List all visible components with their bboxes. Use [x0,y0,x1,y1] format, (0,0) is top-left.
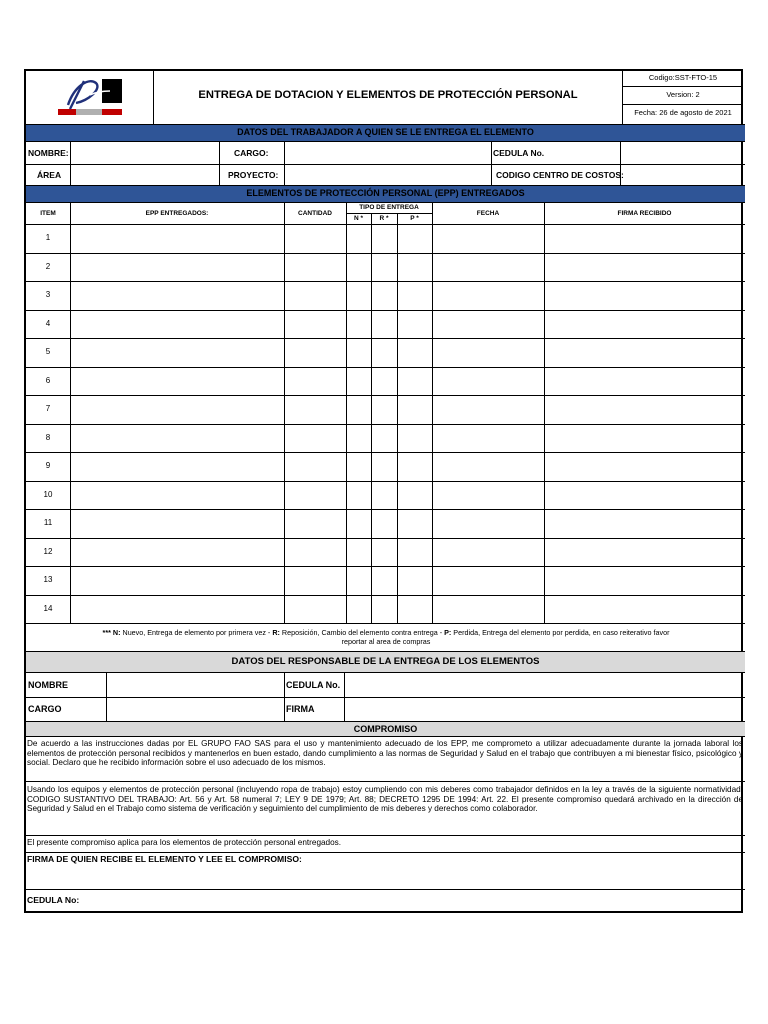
signature-field[interactable] [545,539,743,567]
quantity-field[interactable] [285,539,346,567]
type-n-field[interactable] [347,282,371,310]
document-version: Version: 2 [666,90,700,99]
epp-row [26,224,745,253]
type-p-field[interactable] [398,539,432,567]
worker-name-label: NOMBRE: [28,148,69,158]
date-field[interactable] [433,225,544,253]
form-title: ENTREGA DE DOTACION Y ELEMENTOS DE PROTECCIÓN PERSONAL [198,89,578,101]
type-p-field[interactable] [398,453,432,481]
col-date: FECHA [476,210,500,217]
epp-item-field[interactable] [71,425,284,453]
epp-row [26,338,745,367]
epp-item-field[interactable] [71,510,284,538]
signature-field[interactable] [545,567,743,595]
responsible-band: DATOS DEL RESPONSABLE DE LA ENTREGA DE LOS ELEMENTOS [26,652,745,672]
type-n-field[interactable] [347,368,371,396]
type-r-field[interactable] [372,425,397,453]
type-p-field[interactable] [398,596,432,624]
epp-item-field[interactable] [71,453,284,481]
responsible-signature-field[interactable] [345,698,743,721]
commitment-paragraph-3: El presente compromiso aplica para los elementos de protección personal entregados. [27,838,342,847]
type-p-field[interactable] [398,339,432,367]
signature-field[interactable] [545,254,743,282]
quantity-field[interactable] [285,311,346,339]
type-p-field[interactable] [398,282,432,310]
quantity-field[interactable] [285,339,346,367]
epp-row [26,395,745,424]
epp-row [26,509,745,538]
form-sheet [24,69,743,913]
col-epp: EPP ENTREGADOS: [145,210,209,217]
signature-field[interactable] [545,510,743,538]
epp-row-number: 6 [45,375,51,385]
responsible-id-label: CEDULA No. [286,680,341,690]
type-r-field[interactable] [372,596,397,624]
document-code: Codigo:SST-FTO-15 [648,73,718,82]
type-r-field[interactable] [372,282,397,310]
signature-field[interactable] [545,453,743,481]
date-field[interactable] [433,339,544,367]
quantity-field[interactable] [285,425,346,453]
type-p-field[interactable] [398,368,432,396]
document-date: Fecha: 26 de agosto de 2021 [634,108,732,117]
type-p-field[interactable] [398,396,432,424]
responsible-position-label: CARGO [28,704,62,714]
type-r-field[interactable] [372,311,397,339]
receiver-signature-field[interactable] [27,867,743,889]
type-r-field[interactable] [372,254,397,282]
epp-row [26,310,745,339]
quantity-field[interactable] [285,510,346,538]
signature-field[interactable] [545,225,743,253]
type-n-field[interactable] [347,567,371,595]
epp-row [26,566,745,595]
worker-position-label: CARGO: [234,148,269,158]
date-field[interactable] [433,368,544,396]
col-p: P * [410,215,419,222]
responsible-signature-label: FIRMA [286,704,315,714]
worker-area-field[interactable] [71,165,219,185]
type-p-field[interactable] [398,254,432,282]
quantity-field[interactable] [285,254,346,282]
signature-field[interactable] [545,425,743,453]
epp-row-number: 4 [45,318,51,328]
epp-row [26,281,745,310]
epp-row [26,538,745,567]
type-n-field[interactable] [347,311,371,339]
epp-item-field[interactable] [71,539,284,567]
epp-item-field[interactable] [71,567,284,595]
date-field[interactable] [433,396,544,424]
type-n-field[interactable] [347,339,371,367]
col-n: N * [353,215,364,222]
epp-row-number: 3 [45,290,51,299]
responsible-id-field[interactable] [345,673,743,697]
epp-item-field[interactable] [71,482,284,510]
epp-row-number: 13 [43,575,53,584]
epp-row-number: 10 [43,489,53,499]
type-n-field[interactable] [347,225,371,253]
cost-center-field[interactable] [621,165,743,185]
type-p-field[interactable] [398,482,432,510]
col-delivery-type: TIPO DE ENTREGA [359,204,419,211]
responsible-name-field[interactable] [107,673,284,697]
date-field[interactable] [433,539,544,567]
type-n-field[interactable] [347,539,371,567]
commitment-paragraph-1: De acuerdo a las instrucciones dadas por EL GRUPO FAO SAS para el uso y mantenimiento adecuado de los EPP, me comprometo a utilizar adecuadamente durante la jornada laboral los elementos de protección personal recibidos y mantenerlos en buen estado, dando cumplimiento a las normas de Seguridad y Salud en el trabajo que contribuyen a mi bienestar físico, psicológico y social. Declaro que he recibido información sobre el uso adecuado de los mismos. [27,739,743,768]
signature-field[interactable] [545,396,743,424]
type-r-field[interactable] [372,482,397,510]
epp-row [26,481,745,510]
type-r-field[interactable] [372,339,397,367]
date-field[interactable] [433,596,544,624]
epp-row-number: 7 [45,404,51,413]
responsible-name-label: NOMBRE [28,680,68,690]
date-field[interactable] [433,254,544,282]
epp-item-field[interactable] [71,396,284,424]
signature-field[interactable] [545,482,743,510]
epp-row-number: 1 [45,233,51,242]
signature-field[interactable] [545,282,743,310]
signature-field[interactable] [545,596,743,624]
epp-row-number: 2 [45,261,51,271]
epp-item-field[interactable] [71,282,284,310]
epp-row [26,452,745,481]
receiver-id-label: CEDULA No: [27,895,80,905]
worker-id-field[interactable] [621,143,743,164]
quantity-field[interactable] [285,282,346,310]
worker-area-label: ÁREA [37,170,62,180]
receiver-signature-label: FIRMA DE QUIEN RECIBE EL ELEMENTO Y LEE EL COMPROMISO: [27,854,302,864]
epp-row-number: 5 [45,347,51,356]
type-r-field[interactable] [372,510,397,538]
epp-item-field[interactable] [71,225,284,253]
epp-row [26,424,745,453]
signature-field[interactable] [545,339,743,367]
epp-row-number: 8 [45,432,51,442]
epp-row-number: 11 [43,518,53,527]
date-field[interactable] [433,282,544,310]
type-p-field[interactable] [398,225,432,253]
quantity-field[interactable] [285,396,346,424]
type-r-field[interactable] [372,368,397,396]
type-n-field[interactable] [347,510,371,538]
epp-item-field[interactable] [71,596,284,624]
epp-row [26,367,745,396]
row-divider [26,623,745,624]
worker-id-label: CEDULA No. [493,148,545,158]
date-field[interactable] [433,453,544,481]
col-signature: FIRMA RECIBIDO [617,210,672,217]
col-quantity: CANTIDAD [298,210,332,217]
receiver-id-field[interactable] [86,890,743,912]
worker-position-field[interactable] [285,143,491,164]
type-n-field[interactable] [347,396,371,424]
type-n-field[interactable] [347,425,371,453]
type-p-field[interactable] [398,425,432,453]
signature-field[interactable] [545,311,743,339]
date-field[interactable] [433,311,544,339]
quantity-field[interactable] [285,482,346,510]
quantity-field[interactable] [285,453,346,481]
type-r-field[interactable] [372,225,397,253]
date-field[interactable] [433,482,544,510]
col-r: R * [379,215,389,222]
epp-item-field[interactable] [71,311,284,339]
date-field[interactable] [433,510,544,538]
quantity-field[interactable] [285,596,346,624]
signature-field[interactable] [545,368,743,396]
commitment-band: COMPROMISO [26,722,745,736]
type-n-field[interactable] [347,482,371,510]
type-n-field[interactable] [347,453,371,481]
type-r-field[interactable] [372,396,397,424]
epp-item-field[interactable] [71,368,284,396]
epp-row-number: 12 [43,546,53,556]
company-logo [54,75,126,117]
type-n-field[interactable] [347,254,371,282]
responsible-position-field[interactable] [107,698,284,721]
type-r-field[interactable] [372,453,397,481]
commitment-paragraph-2: Usando los equipos y elementos de protección personal (incluyendo ropa de trabajo) estoy cumpliendo con mis deberes como trabajador definidos en la ley a través de la siguiente normatividad: CODIGO SUSTANTIVO DEL TRABAJO: Art. 56 y Art. 58 numeral 7; LEY 9 DE 1979; Art. 88; DECRETO 1295 DE 1994: Art. 22. El presente compromiso quedará archivado en la dirección de Seguridad y Salud en el Trabajo como sistema de verificación y seguimiento del cumplimiento de mis deberes y derechos como colaborador. [27,785,743,814]
col-item: ITEM [40,210,56,217]
date-field[interactable] [433,567,544,595]
epp-row [26,595,745,624]
epp-item-field[interactable] [71,254,284,282]
date-field[interactable] [433,425,544,453]
quantity-field[interactable] [285,567,346,595]
epp-band: ELEMENTOS DE PROTECCIÓN PERSONAL (EPP) ENTREGADOS [26,185,745,203]
epp-item-field[interactable] [71,339,284,367]
epp-row [26,253,745,282]
epp-row-number: 9 [45,461,51,470]
type-p-field[interactable] [398,311,432,339]
cost-center-label: CODIGO CENTRO DE COSTOS: [496,170,624,180]
worker-data-band: DATOS DEL TRABAJADOR A QUIEN SE LE ENTREGA EL ELEMENTO [26,124,745,142]
type-n-field[interactable] [347,596,371,624]
type-r-field[interactable] [372,567,397,595]
type-r-field[interactable] [372,539,397,567]
epp-row-number: 14 [43,603,53,613]
type-p-field[interactable] [398,510,432,538]
quantity-field[interactable] [285,368,346,396]
worker-name-field[interactable] [71,143,219,164]
type-p-field[interactable] [398,567,432,595]
delivery-type-note: *** N: Nuevo, Entrega de elemento por primera vez - R: Reposición, Cambio del elemento contra entrega - P: Perdida, Entrega del elemento por perdida, en caso reiterativo favor reportar al area de compras [102,628,670,646]
worker-project-field[interactable] [285,165,491,185]
worker-project-label: PROYECTO: [228,170,279,180]
quantity-field[interactable] [285,225,346,253]
